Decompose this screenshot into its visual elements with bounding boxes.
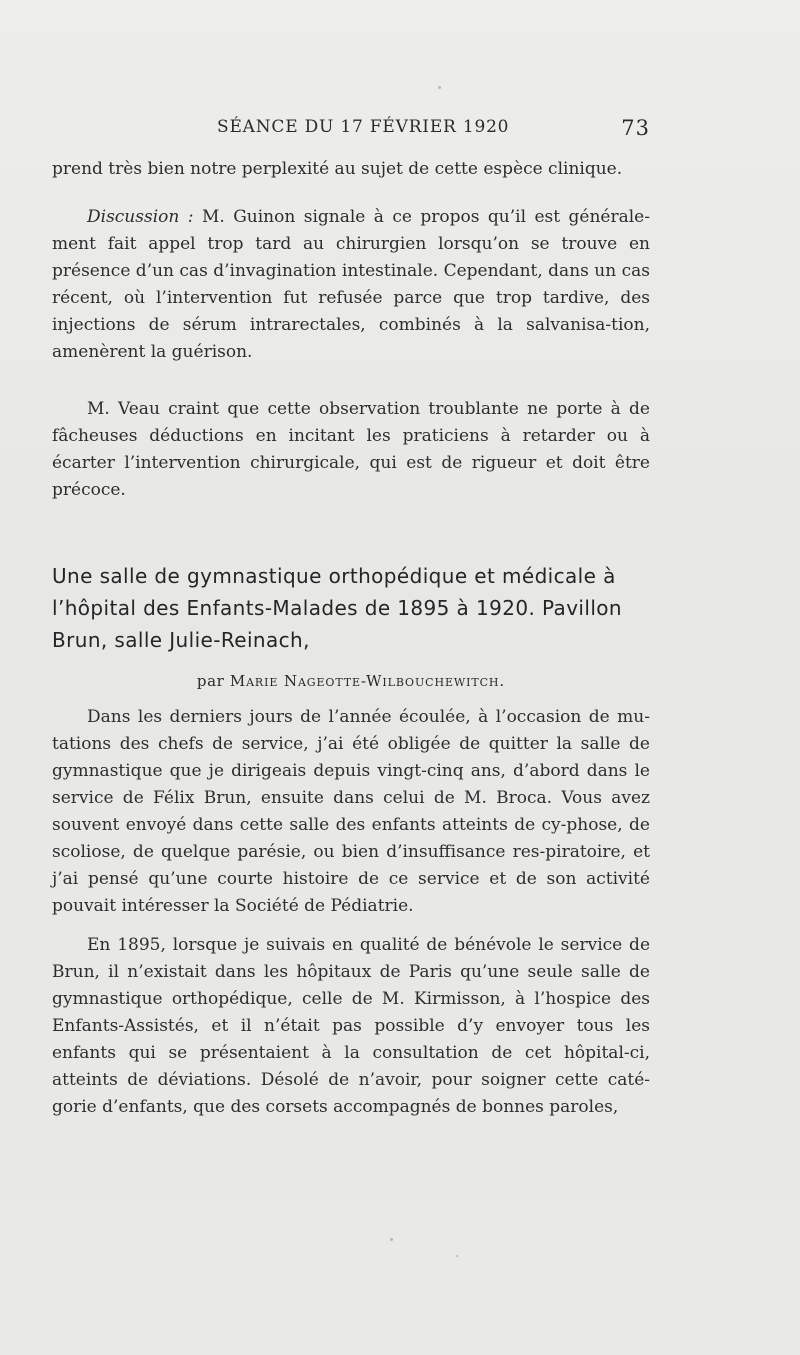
dust-mark-2	[390, 1238, 393, 1241]
author-prefix: par	[196, 672, 225, 690]
discussion-label: Discussion :	[87, 207, 194, 227]
author-line	[52, 672, 650, 690]
author-name: Marie Nageotte-Wilbouchewitch.	[229, 672, 506, 690]
article-paragraph-1: Dans les derniers jours de l’année écoulée, à l’occasion de mu-tations des chefs de service, j’ai été obligée de quitter la salle de gymnastique que je dirigeais depuis vingt-cinq ans, d’abord dans le service de Félix Brun, ensuite dans celui de M. Broca. Vous avez souvent envoyé dans cette salle des enfants atteints de cy-phose, de scoliose, de quelque parésie, ou bien d’insuffisance res-piratoire, et j’ai pensé qu’une courte histoire de ce service et de son activité pouvait intéresser la Société de Pédiatrie.	[52, 707, 650, 916]
discussion-body: M. Guinon signale à ce propos qu’il est générale-ment fait appel trop tard au chirurgien lorsqu’on se trouve en présence d’un cas d’invagination intestinale. Cependant, dans un cas récent, où l’intervention fut refusée parce que trop tardive, des injections de sérum intrarectales, combinés à la salvanisa-tion, amenèrent la guérison.	[52, 207, 650, 362]
article-title: Une salle de gymnastique orthopédique et médicale à l’hôpital des Enfants-Malades de 1895 à 1920. Pavillon Brun, salle Julie-Reinach,	[52, 564, 623, 652]
paragraph-previous-case: prend très bien notre perplexité au sujet de cette espèce clinique.	[52, 159, 623, 179]
discussion-paragraph	[52, 204, 650, 366]
dust-mark-1	[438, 86, 441, 89]
veau-paragraph: M. Veau craint que cette observation troublante ne porte à de fâcheuses déductions en incitant les praticiens à retarder ou à écarter l’intervention chirurgicale, qui est de rigueur et doit être précoce.	[52, 399, 650, 500]
page-number: 73	[621, 116, 650, 140]
dust-mark-3	[456, 1255, 458, 1257]
article-paragraph-2: En 1895, lorsque je suivais en qualité de bénévole le service de Brun, il n’existait dans les hôpitaux de Paris qu’une seule salle de gymnastique orthopédique, celle de M. Kirmisson, à l’hospice des Enfants-Assistés, et il n’était pas possible d’y envoyer tous les enfants qui se présentaient à la consultation de cet hôpital-ci, atteints de déviations. Désolé de n’avoir, pour soigner cette caté-gorie d’enfants, que des corsets accompagnés de bonnes paroles,	[52, 935, 650, 1117]
running-head: SÉANCE DU 17 FÉVRIER 1920	[217, 117, 510, 137]
